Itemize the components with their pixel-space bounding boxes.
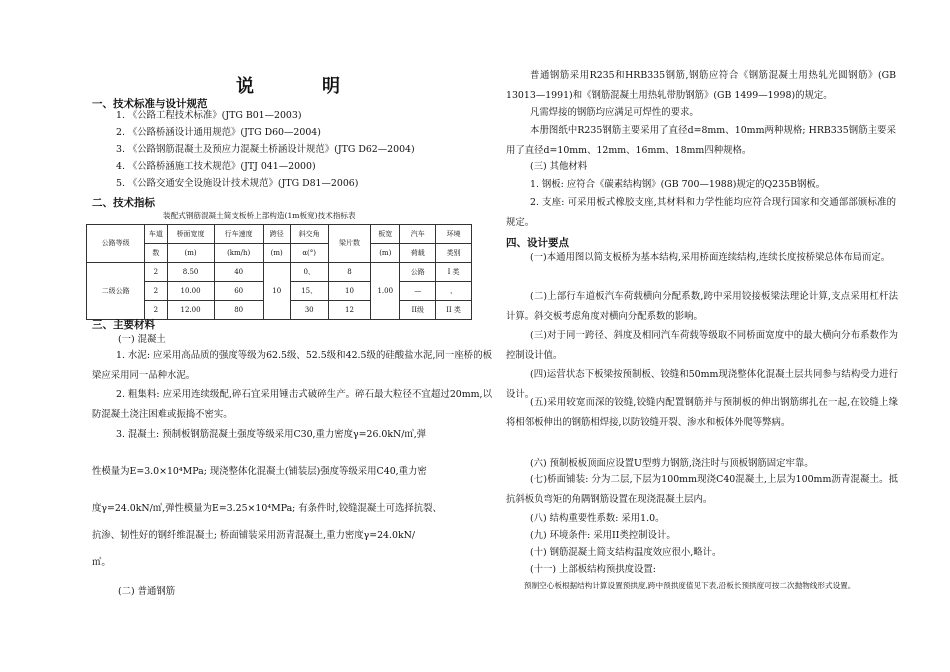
th-skew: 斜交角 xyxy=(290,225,328,244)
para-concrete-line-5: ㎥。 xyxy=(92,557,111,568)
para-bearing: 2. 支座: 可采用板式橡胶支座,其材料和力学性能均应符合现行国家和交通部部颁标准的规定。 xyxy=(506,197,896,228)
standard-item: 5. 《公路交通安全设施设计技术规范》(JTG D81—2006) xyxy=(116,178,359,189)
section-heading-materials: 三、主要材料 xyxy=(92,319,155,331)
para-steel: 普通钢筋采用R235和HRB335钢筋,钢筋应符合《钢筋混凝土用热轧光圆钢筋》(GB 13013—1991)和《钢筋混凝土用热轧带肋钢筋》(GB 1499—1998)的规定。 xyxy=(506,70,896,101)
cell-skew: 15、 xyxy=(290,282,328,301)
para-concrete-line-3: 度γ=24.0kN/㎥,弹性模量为E=3.25×10⁴MPa; 有条件时,铰缝混凝土可选择抗裂、 xyxy=(92,503,442,514)
subheading-other: (三) 其他材料 xyxy=(530,161,588,172)
para-aggregate: 2. 粗集料: 应采用连续级配,碎石宜采用锤击式破碎生产。碎石最大粒径不宜超过20mm,以防混凝土浇注困难或振捣不密实。 xyxy=(92,389,492,420)
spec-table xyxy=(86,224,472,320)
para-cement: 1. 水泥: 应采用高品质的强度等级为62.5级、52.5级和42.5级的硅酸盐水泥,同一座桥的板梁应采用同一品种水泥。 xyxy=(92,350,492,381)
design-point: (四)运营状态下板梁按预制板、铰缝和50mm现浇整体化混凝土层共同参与结构受力进行设计。 xyxy=(506,369,898,400)
cell-env: I 类 xyxy=(436,263,472,282)
cell-span: 10 xyxy=(263,263,290,320)
design-point: (二)上部行车道板汽车荷载横向分配系数,跨中采用铰接板梁法理论计算,支点采用杠杆法计算。斜交板考虑角度对横向分配系数的影响。 xyxy=(506,291,898,322)
cell-lanes: 2 xyxy=(145,301,167,320)
design-point: (十) 钢筋混凝土简支结构温度效应很小,略计。 xyxy=(530,547,722,558)
th-width: 桥面宽度 xyxy=(167,225,214,244)
page-title-char-1: 说 xyxy=(236,76,256,97)
th-span: 跨径 xyxy=(263,225,290,244)
th-env-2: 类别 xyxy=(436,244,472,263)
cell-env: II 类 xyxy=(436,301,472,320)
para-concrete-line-1: 3. 混凝土: 预制板钢筋混凝土强度等级采用C30,重力密度γ=26.0kN/㎥,弹 xyxy=(116,429,427,440)
subheading-concrete: (一) 混凝土 xyxy=(118,334,166,345)
cell-speed: 80 xyxy=(214,301,263,320)
cell-width: 10.00 xyxy=(167,282,214,301)
th-thick-unit: (m) xyxy=(371,244,400,263)
cell-width: 8.50 xyxy=(167,263,214,282)
cell-skew: 0、 xyxy=(290,263,328,282)
cell-thick: 1.00 xyxy=(371,263,400,320)
cell-load: — xyxy=(400,282,436,301)
th-count: 梁片数 xyxy=(328,225,371,263)
para-plate: 1. 钢板: 应符合《碳素结构钢》(GB 700—1988)规定的Q235B钢板。 xyxy=(530,179,826,190)
design-point: (七)桥面铺装: 分为二层,下层为100mm现浇C40混凝土,上层为100mm沥青混凝土。抵抗斜板负弯矩的角隅钢筋设置在现浇混凝土层内。 xyxy=(506,474,898,505)
para-concrete-line-4: 抗渗、韧性好的钢纤维混凝土; 桥面铺装采用沥青混凝土,重力密度γ=24.0kN/ xyxy=(92,530,415,541)
para-concrete-line-2: 性模量为E=3.0×10⁴MPa; 现浇整体化混凝土(铺装层)强度等级采用C40,重力密 xyxy=(92,466,427,477)
th-width-unit: (m) xyxy=(167,244,214,263)
para-weld: 凡需焊接的钢筋均应满足可焊性的要求。 xyxy=(530,107,699,118)
th-thick: 板宽 xyxy=(371,225,400,244)
cell-skew: 30 xyxy=(290,301,328,320)
design-point: (六) 预制板板顶面应设置U型剪力钢筋,浇注时与顶板钢筋固定牢靠。 xyxy=(530,458,814,469)
cell-count: 10 xyxy=(328,282,371,301)
design-point: (三)对于同一跨径、斜度及相同汽车荷载等级取不同桥面宽度中的最大横向分布系数作为控制设计值。 xyxy=(506,330,898,361)
subheading-steel: (二) 普通钢筋 xyxy=(118,586,176,597)
cell-load: II级 xyxy=(400,301,436,320)
design-point: (十一) 上部板结构预拱度设置: xyxy=(530,564,656,575)
table-row xyxy=(87,263,472,282)
design-point: (八) 结构重要性系数: 采用1.0。 xyxy=(530,513,665,524)
cell-count: 8 xyxy=(328,263,371,282)
standard-item: 3. 《公路钢筋混凝土及预应力混凝土桥涵设计规范》(JTG D62—2004) xyxy=(116,144,415,155)
design-point: (九) 环境条件: 采用II类控制设计。 xyxy=(530,530,676,541)
cell-width: 12.00 xyxy=(167,301,214,320)
standard-item: 1. 《公路工程技术标准》(JTG B01—2003) xyxy=(116,110,302,121)
standard-item: 2. 《公路桥涵设计通用规范》(JTG D60—2004) xyxy=(116,127,321,138)
cell-env: 、 xyxy=(436,282,472,301)
section-heading-standards: 一、技术标准与设计规范 xyxy=(92,98,208,110)
para-diameters: 本册图纸中R235钢筋主要采用了直径d=8mm、10mm两种规格; HRB335钢筋主要采用了直径d=10mm、12mm、16mm、18mm四种规格。 xyxy=(506,125,896,156)
th-grade: 公路等级 xyxy=(87,225,145,263)
th-speed-unit: (km/h) xyxy=(214,244,263,263)
design-point: (五)采用较宽而深的铰缝,铰缝内配置钢筋并与预制板的伸出钢筋绑扎在一起,在铰缝上缘将相邻板伸出的钢筋相焊接,以防铰缝开裂、渗水和板体外爬等弊病。 xyxy=(506,397,898,428)
cell-lanes: 2 xyxy=(145,282,167,301)
th-load: 汽车 xyxy=(400,225,436,244)
design-point: (一)本通用图以简支板桥为基本结构,采用桥面连续结构,连续长度按桥梁总体布局而定。 xyxy=(530,252,891,263)
cell-speed: 40 xyxy=(214,263,263,282)
cell-count: 12 xyxy=(328,301,371,320)
th-env: 环境 xyxy=(436,225,472,244)
spec-table-title: 装配式钢筋混凝土简支板桥上部构造(1m板宽)技术指标表 xyxy=(163,211,356,220)
standard-item: 4. 《公路桥涵施工技术规范》(JTJ 041—2000) xyxy=(116,161,316,172)
cell-load: 公路 xyxy=(400,263,436,282)
page-title-char-2: 明 xyxy=(322,76,342,97)
camber-note: 预制空心板根据结构计算设置预拱度,跨中预拱度值见下表,沿板长预拱度可按二次抛物线形式设置。 xyxy=(524,581,856,590)
section-heading-specs: 二、技术指标 xyxy=(92,197,155,209)
th-speed: 行车速度 xyxy=(214,225,263,244)
cell-speed: 60 xyxy=(214,282,263,301)
th-load-2: 荷载 xyxy=(400,244,436,263)
th-lanes: 车道 xyxy=(145,225,167,244)
cell-lanes: 2 xyxy=(145,263,167,282)
th-span-unit: (m) xyxy=(263,244,290,263)
section-heading-design: 四、设计要点 xyxy=(506,237,569,249)
th-skew-unit: α(°) xyxy=(290,244,328,263)
th-lanes-2: 数 xyxy=(145,244,167,263)
cell-grade: 二级公路 xyxy=(87,263,145,320)
